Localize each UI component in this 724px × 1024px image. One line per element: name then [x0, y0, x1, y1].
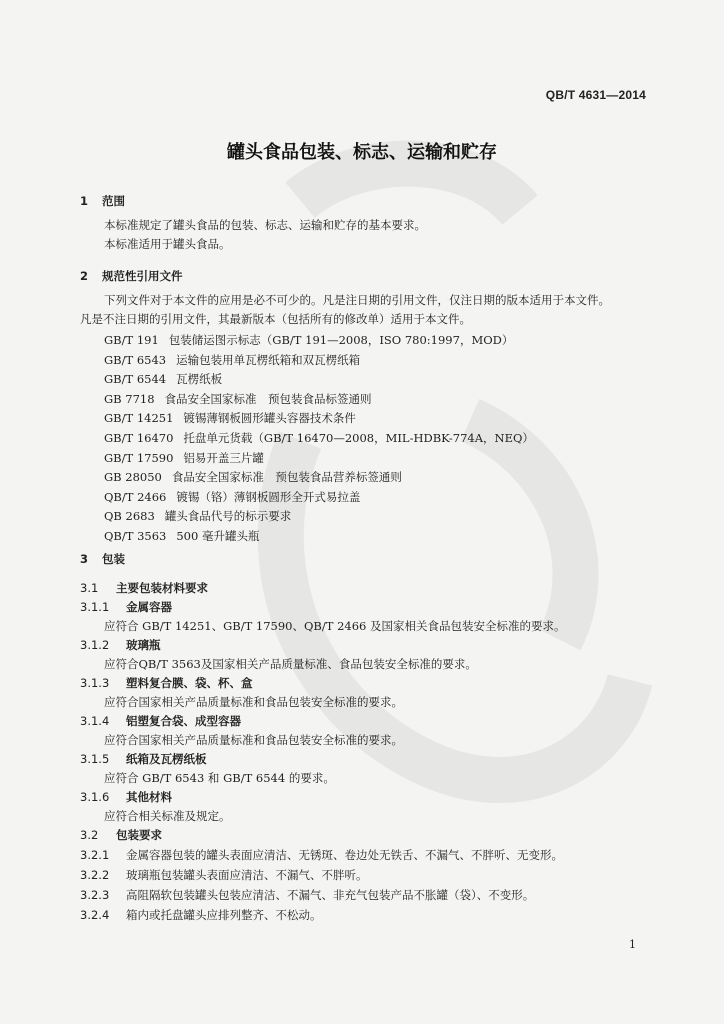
section-number: 2 — [80, 269, 89, 283]
requirement-text: 金属容器包装的罐头表面应清洁、无锈斑、卷边处无铁舌、不漏气、不胖听、无变形。 — [126, 848, 563, 862]
clause-number: 3.1.6 — [80, 790, 110, 804]
requirement-text: 玻璃瓶包装罐头表面应清洁、不漏气、不胖听。 — [126, 868, 368, 882]
reference-code: GB/T 14251 — [104, 411, 174, 426]
section-3-heading — [80, 551, 125, 567]
reference-item — [104, 469, 534, 489]
reference-title: 瓦楞纸板 — [176, 372, 223, 387]
document-title: 罐头食品包装、标志、运输和贮存 — [227, 142, 497, 163]
reference-code: GB 28050 — [104, 470, 162, 485]
reference-code: GB/T 6543 — [104, 352, 167, 367]
section-2-intro-line-2: 凡是不注日期的引用文件，其最新版本（包括所有的修改单）适用于本文件。 — [80, 312, 471, 326]
reference-code: GB/T 191 — [104, 333, 159, 347]
clause-3-1-2-text: 应符合QB/T 3563及国家相关产品质量标准、食品包装安全标准的要求。 — [104, 657, 477, 671]
reference-title: 镀锡薄钢板圆形罐头容器技术条件 — [183, 411, 356, 426]
clause-title: 纸箱及瓦楞纸板 — [126, 752, 207, 766]
clause-number: 3.1.3 — [80, 676, 110, 690]
reference-item — [104, 508, 534, 528]
clause-3-1-3 — [80, 675, 253, 691]
clause-3-1-1-text: 应符合 GB/T 14251、GB/T 17590、QB/T 2466 及国家相关食品包装安全标准的要求。 — [104, 619, 566, 633]
reference-item — [104, 391, 534, 411]
clause-3-1-5-text: 应符合 GB/T 6543 和 GB/T 6544 的要求。 — [104, 771, 335, 785]
reference-title: 罐头食品代号的标示要求 — [164, 509, 292, 524]
reference-item — [104, 332, 534, 352]
clause-title: 金属容器 — [126, 600, 172, 614]
requirement-3-2-4 — [80, 907, 322, 923]
reference-item — [104, 450, 534, 470]
clause-3-1-1 — [80, 599, 172, 615]
section-1-line-1: 本标准规定了罐头食品的包装、标志、运输和贮存的基本要求。 — [104, 218, 426, 232]
clause-title: 包装要求 — [116, 828, 162, 842]
reference-title: 食品安全国家标准 预包装食品标签通则 — [164, 391, 372, 406]
clause-title: 主要包装材料要求 — [116, 581, 208, 595]
reference-code: GB/T 16470 — [104, 430, 174, 445]
section-title: 包装 — [102, 552, 125, 566]
reference-code: QB 2683 — [104, 509, 155, 524]
clause-3-2 — [80, 827, 162, 843]
clause-3-1-2 — [80, 637, 161, 653]
reference-item — [104, 489, 534, 509]
reference-item — [104, 371, 534, 391]
clause-number: 3.1.1 — [80, 600, 110, 614]
requirement-number: 3.2.1 — [80, 848, 110, 862]
reference-title: 托盘单元货载（GB/T 16470—2008，MIL-HDBK-774A，NEQ） — [183, 430, 534, 445]
requirement-3-2-3 — [80, 887, 534, 903]
section-1-line-2: 本标准适用于罐头食品。 — [104, 237, 231, 251]
requirement-3-2-2 — [80, 867, 368, 883]
requirement-number: 3.2.4 — [80, 908, 110, 922]
clause-number: 3.1.2 — [80, 638, 110, 652]
requirement-number: 3.2.2 — [80, 868, 110, 882]
reference-title: 镀锡（铬）薄钢板圆形全开式易拉盖 — [176, 489, 361, 504]
clause-3-1-6 — [80, 789, 172, 805]
reference-title: 铝易开盖三片罐 — [183, 450, 264, 465]
clause-number: 3.1 — [80, 581, 99, 595]
reference-title: 食品安全国家标准 预包装食品营养标签通则 — [171, 470, 402, 485]
clause-title: 其他材料 — [126, 790, 172, 804]
reference-item — [104, 528, 534, 548]
reference-code: GB/T 6544 — [104, 372, 167, 387]
reference-code: GB/T 17590 — [104, 450, 174, 465]
reference-code: QB/T 3563 — [104, 528, 167, 543]
section-number: 1 — [80, 194, 89, 208]
section-1-heading — [80, 193, 125, 209]
standard-code: QB/T 4631—2014 — [545, 88, 646, 102]
clause-title: 玻璃瓶 — [126, 638, 161, 652]
reference-title: 运输包装用单瓦楞纸箱和双瓦楞纸箱 — [176, 352, 361, 367]
page-number: 1 — [629, 938, 636, 951]
section-title: 规范性引用文件 — [102, 269, 183, 283]
requirement-text: 箱内或托盘罐头应排列整齐、不松动。 — [126, 908, 322, 922]
reference-item — [104, 352, 534, 372]
clause-3-1-4 — [80, 713, 241, 729]
section-2-heading — [80, 268, 183, 284]
reference-code: QB/T 2466 — [104, 489, 167, 504]
clause-3-1-6-text: 应符合相关标准及规定。 — [104, 809, 231, 823]
clause-3-1-3-text: 应符合国家相关产品质量标准和食品包装安全标准的要求。 — [104, 695, 403, 709]
reference-title: 包装储运图示标志（GB/T 191—2008，ISO 780:1997，MOD） — [168, 333, 514, 347]
reference-item — [104, 410, 534, 430]
section-title: 范围 — [102, 194, 125, 208]
requirement-text: 高阻隔软包装罐头包装应清洁、不漏气、非充气包装产品不胀罐（袋）、不变形。 — [126, 888, 535, 902]
clause-title: 塑料复合膜、袋、杯、盒 — [126, 676, 253, 690]
reference-item — [104, 430, 534, 450]
clause-3-1 — [80, 580, 208, 596]
reference-title: 500 毫升罐头瓶 — [176, 528, 260, 543]
clause-3-1-4-text: 应符合国家相关产品质量标准和食品包装安全标准的要求。 — [104, 733, 403, 747]
clause-number: 3.1.5 — [80, 752, 110, 766]
normative-reference-list — [104, 332, 534, 548]
requirement-number: 3.2.3 — [80, 888, 110, 902]
section-2-intro-line-1: 下列文件对于本文件的应用是必不可少的。凡是注日期的引用文件，仅注日期的版本适用于本文件。 — [104, 293, 610, 307]
clause-title: 铝塑复合袋、成型容器 — [126, 714, 241, 728]
clause-3-1-5 — [80, 751, 207, 767]
reference-code: GB 7718 — [104, 391, 155, 406]
requirement-3-2-1 — [80, 847, 563, 863]
section-number: 3 — [80, 552, 89, 566]
clause-number: 3.1.4 — [80, 714, 110, 728]
clause-number: 3.2 — [80, 828, 99, 842]
